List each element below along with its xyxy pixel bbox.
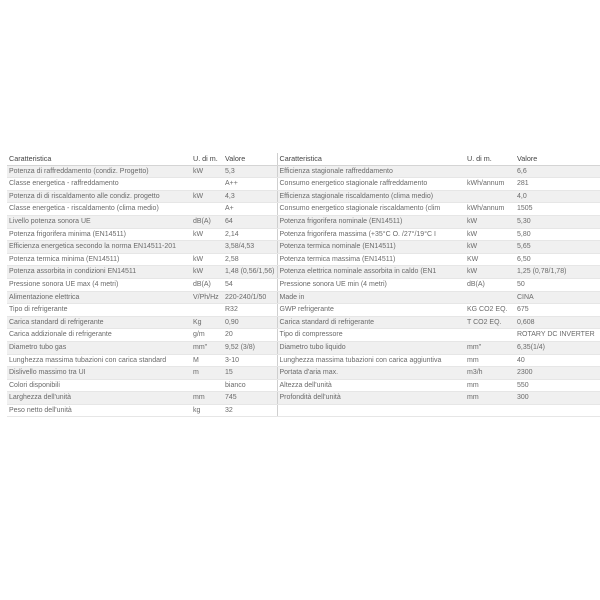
left-value-cell: 220-240/1/50 (223, 291, 277, 304)
table-row (7, 215, 600, 228)
table-row (7, 178, 600, 191)
left-unit-cell (191, 241, 223, 254)
right-value-cell: 6,50 (515, 253, 600, 266)
left-characteristic-cell: Potenza frigorifera minima (EN14511) (7, 228, 191, 241)
right-value-cell: 6,35(1/4) (515, 341, 600, 354)
left-characteristic-cell: Potenza di di riscaldamento alle condiz. progetto (7, 190, 191, 203)
right-characteristic-cell: Pressione sonora UE min (4 metri) (277, 278, 465, 291)
right-characteristic-cell: Altezza dell'unità (277, 379, 465, 392)
right-value-cell: 675 (515, 304, 600, 317)
right-value-cell: 281 (515, 178, 600, 191)
left-value-cell: 5,3 (223, 165, 277, 178)
right-unit-cell: mm" (465, 341, 515, 354)
table-row (7, 253, 600, 266)
right-unit-cell: KW (465, 253, 515, 266)
left-characteristic-cell: Larghezza dell'unità (7, 392, 191, 405)
table-row (7, 379, 600, 392)
left-unit-cell: m (191, 367, 223, 380)
left-unit-cell: M (191, 354, 223, 367)
table-row (7, 278, 600, 291)
left-value-cell: R32 (223, 304, 277, 317)
right-unit-cell: m3/h (465, 367, 515, 380)
right-unit-cell: T CO2 EQ. (465, 316, 515, 329)
left-value-cell: 3-10 (223, 354, 277, 367)
right-characteristic-cell: Made in (277, 291, 465, 304)
right-unit-cell: kW (465, 266, 515, 279)
header-caratteristica-right: Caratteristica (277, 153, 465, 165)
table-row (7, 190, 600, 203)
right-characteristic-cell: Potenza frigorifera nominale (EN14511) (277, 215, 465, 228)
header-value-left: Valore (223, 153, 277, 165)
right-value-cell: 550 (515, 379, 600, 392)
left-unit-cell (191, 203, 223, 216)
right-unit-cell (465, 165, 515, 178)
table-row (7, 341, 600, 354)
right-value-cell: 1,25 (0,78/1,78) (515, 266, 600, 279)
table-row (7, 404, 600, 417)
left-value-cell: 2,14 (223, 228, 277, 241)
left-characteristic-cell: Tipo di refrigerante (7, 304, 191, 317)
right-unit-cell: KG CO2 EQ. (465, 304, 515, 317)
right-characteristic-cell: Efficienza stagionale raffreddamento (277, 165, 465, 178)
left-unit-cell: dB(A) (191, 278, 223, 291)
header-unit-right: U. di m. (465, 153, 515, 165)
table-header-row (7, 153, 600, 165)
right-value-cell: 5,65 (515, 241, 600, 254)
table-row (7, 165, 600, 178)
left-characteristic-cell: Dislivello massimo tra UI (7, 367, 191, 380)
right-value-cell: 5,80 (515, 228, 600, 241)
left-unit-cell: g/m (191, 329, 223, 342)
left-value-cell: A++ (223, 178, 277, 191)
right-value-cell: ROTARY DC INVERTER (515, 329, 600, 342)
left-unit-cell: kW (191, 165, 223, 178)
left-characteristic-cell: Classe energetica - raffreddamento (7, 178, 191, 191)
left-characteristic-cell: Peso netto dell'unità (7, 404, 191, 417)
left-value-cell: 2,58 (223, 253, 277, 266)
right-characteristic-cell: Potenza termica nominale (EN14511) (277, 241, 465, 254)
right-value-cell: 50 (515, 278, 600, 291)
right-value-cell: 5,30 (515, 215, 600, 228)
left-value-cell: 9,52 (3/8) (223, 341, 277, 354)
left-value-cell: 54 (223, 278, 277, 291)
left-unit-cell: dB(A) (191, 215, 223, 228)
left-unit-cell: kW (191, 228, 223, 241)
right-characteristic-cell: Lunghezza massima tubazioni con carica aggiuntiva (277, 354, 465, 367)
left-unit-cell: kg (191, 404, 223, 417)
left-unit-cell: V/Ph/Hz (191, 291, 223, 304)
left-unit-cell (191, 178, 223, 191)
right-value-cell: 6,6 (515, 165, 600, 178)
left-characteristic-cell: Classe energetica - riscaldamento (clima medio) (7, 203, 191, 216)
right-unit-cell: kW (465, 241, 515, 254)
left-unit-cell: kW (191, 266, 223, 279)
left-characteristic-cell: Carica standard di refrigerante (7, 316, 191, 329)
right-value-cell: CINA (515, 291, 600, 304)
spec-table-body (7, 165, 600, 417)
right-unit-cell: dB(A) (465, 278, 515, 291)
right-unit-cell: mm (465, 392, 515, 405)
left-characteristic-cell: Potenza di raffreddamento (condiz. Progetto) (7, 165, 191, 178)
left-characteristic-cell: Livello potenza sonora UE (7, 215, 191, 228)
left-characteristic-cell: Potenza termica minima (EN14511) (7, 253, 191, 266)
table-row (7, 266, 600, 279)
left-value-cell: 20 (223, 329, 277, 342)
left-value-cell: 15 (223, 367, 277, 380)
right-unit-cell: kWh/annum (465, 203, 515, 216)
right-characteristic-cell: Diametro tubo liquido (277, 341, 465, 354)
right-characteristic-cell: Profondità dell'unità (277, 392, 465, 405)
left-characteristic-cell: Potenza assorbita in condizioni EN14511 (7, 266, 191, 279)
left-value-cell: 3,58/4,53 (223, 241, 277, 254)
table-row (7, 291, 600, 304)
right-characteristic-cell: Tipo di compressore (277, 329, 465, 342)
right-characteristic-cell: Consumo energetico stagionale riscaldamento (clim (277, 203, 465, 216)
right-characteristic-cell: Potenza termica massima (EN14511) (277, 253, 465, 266)
right-characteristic-cell: Potenza frigorifera massima (+35°C O. /27°/19°C I (277, 228, 465, 241)
right-value-cell: 1505 (515, 203, 600, 216)
right-value-cell: 40 (515, 354, 600, 367)
header-unit-left: U. di m. (191, 153, 223, 165)
left-characteristic-cell: Carica addizionale di refrigerante (7, 329, 191, 342)
table-row (7, 304, 600, 317)
table-row (7, 392, 600, 405)
table-row (7, 316, 600, 329)
right-unit-cell: mm (465, 379, 515, 392)
right-characteristic-cell: Consumo energetico stagionale raffreddamento (277, 178, 465, 191)
left-value-cell: 745 (223, 392, 277, 405)
left-unit-cell (191, 304, 223, 317)
header-caratteristica-left: Caratteristica (7, 153, 191, 165)
right-value-cell: 4,0 (515, 190, 600, 203)
left-value-cell: 32 (223, 404, 277, 417)
right-characteristic-cell: Carica standard di refrigerante (277, 316, 465, 329)
left-unit-cell: Kg (191, 316, 223, 329)
left-value-cell: bianco (223, 379, 277, 392)
table-row (7, 329, 600, 342)
left-characteristic-cell: Alimentazione elettrica (7, 291, 191, 304)
left-characteristic-cell: Diametro tubo gas (7, 341, 191, 354)
right-unit-cell: kW (465, 228, 515, 241)
left-value-cell: 4,3 (223, 190, 277, 203)
table-row (7, 228, 600, 241)
right-characteristic-cell: Efficienza stagionale riscaldamento (clima medio) (277, 190, 465, 203)
table-row (7, 203, 600, 216)
left-unit-cell: mm (191, 392, 223, 405)
right-unit-cell (465, 291, 515, 304)
left-characteristic-cell: Lunghezza massima tubazioni con carica standard (7, 354, 191, 367)
right-unit-cell (465, 404, 515, 417)
left-unit-cell: kW (191, 253, 223, 266)
left-value-cell: A+ (223, 203, 277, 216)
right-value-cell: 0,608 (515, 316, 600, 329)
left-characteristic-cell: Colori disponibili (7, 379, 191, 392)
right-characteristic-cell (277, 404, 465, 417)
right-value-cell: 300 (515, 392, 600, 405)
header-value-right: Valore (515, 153, 600, 165)
left-characteristic-cell: Pressione sonora UE max (4 metri) (7, 278, 191, 291)
left-unit-cell: kW (191, 190, 223, 203)
right-unit-cell (465, 190, 515, 203)
spec-table (7, 153, 600, 417)
left-unit-cell: mm" (191, 341, 223, 354)
left-value-cell: 1,48 (0,56/1,56) (223, 266, 277, 279)
right-unit-cell: kWh/annum (465, 178, 515, 191)
spec-table-container (7, 153, 600, 417)
table-row (7, 354, 600, 367)
table-row (7, 241, 600, 254)
table-row (7, 367, 600, 380)
right-characteristic-cell: GWP refrigerante (277, 304, 465, 317)
right-value-cell (515, 404, 600, 417)
right-unit-cell (465, 329, 515, 342)
right-unit-cell: kW (465, 215, 515, 228)
left-unit-cell (191, 379, 223, 392)
right-unit-cell: mm (465, 354, 515, 367)
left-characteristic-cell: Efficienza energetica secondo la norma EN14511-201 (7, 241, 191, 254)
right-value-cell: 2300 (515, 367, 600, 380)
right-characteristic-cell: Portata d'aria max. (277, 367, 465, 380)
left-value-cell: 64 (223, 215, 277, 228)
left-value-cell: 0,90 (223, 316, 277, 329)
right-characteristic-cell: Potenza elettrica nominale assorbita in caldo (EN1 (277, 266, 465, 279)
